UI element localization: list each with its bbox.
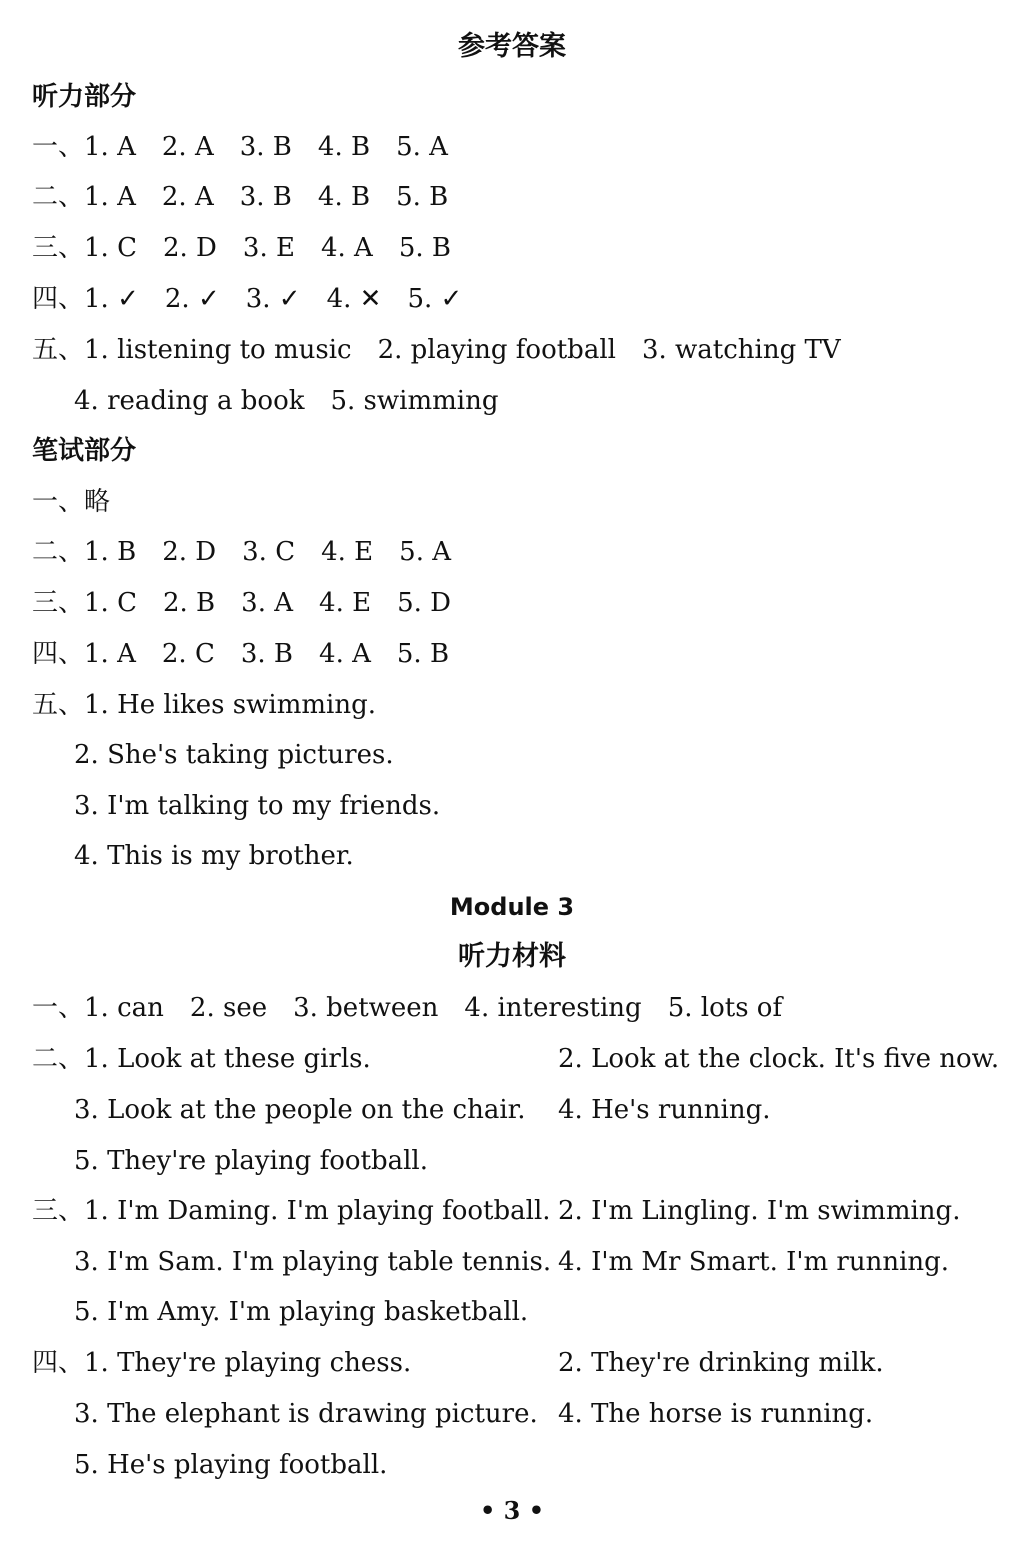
answer-item: 1. A: [84, 132, 136, 162]
section-prefix: 三、: [32, 588, 85, 618]
answer-item: 4. ✕: [326, 284, 382, 314]
section-prefix: 四、: [32, 284, 85, 314]
section-prefix: 三、: [32, 1196, 85, 1226]
module-subtitle: 听力材料: [458, 941, 566, 972]
answer-item: 1. C: [84, 588, 137, 618]
section-prefix: 五、: [32, 335, 85, 365]
answer-item: 5. D: [397, 588, 452, 618]
answer-item: 4. E: [319, 588, 372, 618]
material-sentence: 3. The elephant is drawing picture.: [74, 1399, 538, 1429]
answer-item: 3. ✓: [245, 284, 301, 314]
written-heading: 笔试部分: [32, 436, 137, 466]
answer-sentence: 1. He likes swimming.: [84, 690, 376, 720]
answer-item: 5. B: [396, 182, 449, 212]
answer-item: 2. B: [162, 588, 216, 618]
answer-item: 2. C: [161, 639, 215, 669]
answer-item: 5. B: [398, 233, 452, 263]
listening-section-5-cont: [74, 384, 524, 418]
material-sentence: 1. I'm Daming. I'm playing football.: [84, 1196, 551, 1226]
material-sentence: 4. He's running.: [558, 1095, 771, 1125]
material-sentence: 5. He's playing football.: [74, 1450, 388, 1480]
answer-sentence: 3. I'm talking to my friends.: [74, 791, 441, 821]
section-prefix: 五、: [32, 690, 85, 720]
material-sentence: 2. They're drinking milk.: [558, 1348, 884, 1378]
material-sentence: 4. The horse is running.: [558, 1399, 874, 1429]
written-section-1: 一、略: [32, 487, 111, 517]
answer-item: 4. E: [321, 537, 374, 567]
section-prefix: 三、: [32, 233, 85, 263]
material-sentence: 1. They're playing chess.: [84, 1348, 412, 1378]
answer-item: 2. A: [161, 132, 214, 162]
answer-item: 2. playing football: [377, 335, 616, 365]
listening-section-4: [32, 282, 488, 316]
section-prefix: 二、: [32, 182, 85, 212]
section-prefix: 二、: [32, 1044, 85, 1074]
answer-item: 4. B: [317, 182, 371, 212]
answer-item: 4. A: [319, 639, 371, 669]
material-item: 5. lots of: [667, 993, 783, 1023]
answer-item: 2. A: [161, 182, 214, 212]
material-sentence: 2. Look at the clock. It's five now.: [558, 1044, 1000, 1074]
listening-section-2: [32, 180, 474, 214]
module-title: Module 3: [449, 893, 575, 921]
written-section-4: [32, 637, 475, 671]
answer-item: 5. ✓: [407, 284, 463, 314]
answer-item: 3. B: [239, 182, 292, 212]
answer-item: 2. D: [162, 537, 217, 567]
answer-item: 1. A: [84, 639, 136, 669]
answer-item: 4. A: [320, 233, 373, 263]
answer-item: 2. ✓: [164, 284, 220, 314]
material-section-1: [32, 991, 808, 1025]
material-sentence: 4. I'm Mr Smart. I'm running.: [558, 1247, 950, 1277]
answer-sentence: 4. This is my brother.: [74, 841, 354, 871]
answer-item: 1. B: [84, 537, 137, 567]
answer-item: 4. B: [317, 132, 371, 162]
answer-item: 1. C: [84, 233, 137, 263]
material-sentence: 5. I'm Amy. I'm playing basketball.: [74, 1297, 529, 1327]
answer-item: 3. watching TV: [641, 335, 841, 365]
answer-item: 3. A: [241, 588, 294, 618]
answer-sentence: 2. She's taking pictures.: [74, 740, 394, 770]
material-section-4: [32, 1346, 411, 1380]
answer-item: 1. ✓: [84, 284, 139, 314]
written-section-3: [32, 586, 477, 620]
answer-item: 3. B: [240, 639, 294, 669]
answer-item: 2. D: [162, 233, 217, 263]
answer-item: 5. A: [396, 132, 448, 162]
material-item: 1. can: [84, 993, 164, 1023]
listening-section-5: [32, 333, 867, 367]
answer-item: 5. A: [399, 537, 452, 567]
section-prefix: 一、: [32, 132, 85, 162]
material-item: 4. interesting: [464, 993, 642, 1023]
answer-item: 1. A: [84, 182, 136, 212]
listening-section-3: [32, 231, 477, 265]
section-prefix: 四、: [32, 1348, 85, 1378]
answer-item: 5. B: [396, 639, 450, 669]
answer-item: 5. swimming: [330, 386, 499, 416]
listening-section-1: [32, 130, 474, 164]
written-section-5: [32, 688, 376, 722]
section-prefix: 二、: [32, 537, 85, 567]
answer-item: 1. listening to music: [84, 335, 352, 365]
material-item: 2. see: [189, 993, 268, 1023]
material-section-3: [32, 1194, 551, 1228]
listening-heading: 听力部分: [32, 82, 137, 112]
material-sentence: 5. They're playing football.: [74, 1146, 428, 1176]
material-sentence: 2. I'm Lingling. I'm swimming.: [558, 1196, 961, 1226]
answer-item: 3. C: [242, 537, 296, 567]
section-prefix: 一、: [32, 993, 85, 1023]
page-number: • 3 •: [479, 1496, 545, 1525]
material-section-2: [32, 1042, 371, 1076]
section-prefix: 四、: [32, 639, 85, 669]
material-sentence: 3. I'm Sam. I'm playing table tennis.: [74, 1247, 552, 1277]
answer-item: 3. E: [242, 233, 295, 263]
material-sentence: 3. Look at the people on the chair.: [74, 1095, 526, 1125]
page-title: 参考答案: [458, 31, 566, 62]
material-sentence: 1. Look at these girls.: [84, 1044, 371, 1074]
material-item: 3. between: [293, 993, 439, 1023]
answer-item: 4. reading a book: [74, 386, 305, 416]
answer-item: 3. B: [239, 132, 292, 162]
written-section-2: [32, 535, 477, 569]
